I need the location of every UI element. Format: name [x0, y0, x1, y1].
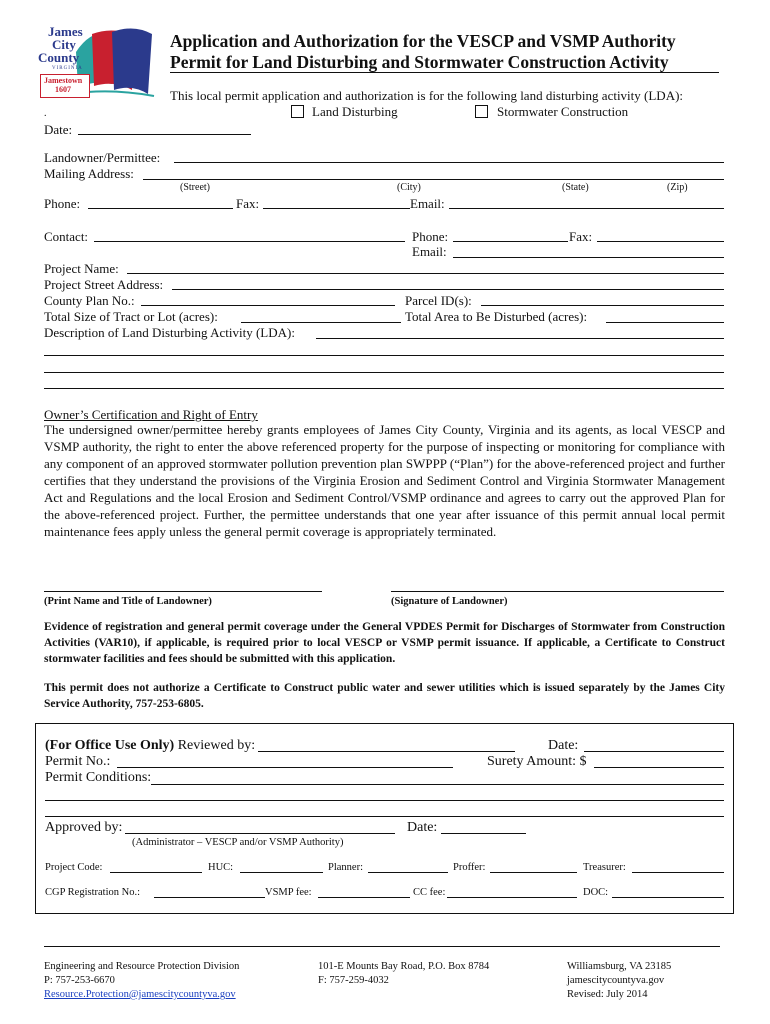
page-title-line1: Application and Authorization for the VESCP and VSMP Authority	[170, 31, 676, 51]
parcel-label: Parcel ID(s):	[405, 293, 472, 308]
parcel-field[interactable]	[481, 305, 724, 306]
county-plan-label: County Plan No.:	[44, 293, 135, 308]
total-size-label: Total Size of Tract or Lot (acres):	[44, 309, 218, 324]
email-field[interactable]	[449, 208, 724, 209]
permit-conditions-label: Permit Conditions:	[45, 770, 152, 785]
landowner-label: Landowner/Permittee:	[44, 150, 161, 165]
planner-field[interactable]	[368, 872, 448, 873]
treasurer-label: Treasurer:	[583, 862, 626, 873]
description-line-3[interactable]	[44, 372, 724, 373]
street-caption: (Street)	[180, 182, 210, 193]
fax-label: Fax:	[236, 196, 260, 211]
description-line-2[interactable]	[44, 355, 724, 356]
logo-ribbon	[40, 74, 90, 98]
office-use-heading	[45, 738, 255, 754]
surety-field[interactable]	[594, 767, 724, 768]
contact-fax-field[interactable]	[597, 241, 724, 242]
doc-field[interactable]	[612, 897, 724, 898]
project-street-label: Project Street Address:	[44, 277, 164, 292]
contact-label: Contact:	[44, 229, 89, 244]
permit-conditions-line-3[interactable]	[45, 816, 724, 817]
office-date-label: Date:	[548, 738, 579, 753]
permit-no-field[interactable]	[117, 767, 453, 768]
utilities-notice: This permit does not authorize a Certificate to Construct public water and sewer utilities which is issued separately by the James City Service Authority, 757-253-6805.	[44, 682, 725, 710]
contact-email-label: Email:	[412, 244, 447, 259]
description-line-4[interactable]	[44, 388, 724, 389]
total-area-field[interactable]	[606, 322, 724, 323]
contact-fax-label: Fax:	[569, 229, 593, 244]
phone-field[interactable]	[88, 208, 233, 209]
mailing-address-label: Mailing Address:	[44, 166, 134, 181]
approved-by-label: Approved by:	[45, 820, 123, 835]
planner-label: Planner:	[328, 862, 363, 873]
signature-line[interactable]	[391, 591, 724, 592]
contact-phone-field[interactable]	[453, 241, 568, 242]
landowner-field[interactable]	[174, 162, 724, 163]
contact-phone-label: Phone:	[412, 229, 449, 244]
reviewed-by-label: Reviewed by:	[177, 738, 256, 753]
footer-phone: P: 757-253-6670	[44, 975, 115, 986]
cc-fee-label: CC fee:	[413, 887, 446, 898]
total-area-label: Total Area to Be Disturbed (acres):	[405, 309, 588, 324]
footer-revised: Revised: July 2014	[567, 989, 648, 1000]
project-street-field[interactable]	[172, 289, 724, 290]
email-label: Email:	[410, 196, 445, 211]
logo-ribbon-year: 1607	[55, 85, 71, 94]
title-underline	[170, 72, 719, 73]
total-size-field[interactable]	[241, 322, 401, 323]
huc-label: HUC:	[208, 862, 234, 873]
office-use-title: (For Office Use Only)	[45, 738, 175, 753]
logo-ribbon-jamestown: Jamestown	[44, 76, 83, 85]
logo-text-james: James	[48, 24, 83, 39]
mailing-address-field[interactable]	[143, 179, 724, 180]
description-label: Description of Land Disturbing Activity (LDA):	[44, 325, 295, 340]
cgp-label: CGP Registration No.:	[45, 887, 140, 898]
logo-text-county: County	[38, 50, 80, 65]
date-field[interactable]	[78, 134, 251, 135]
fax-field[interactable]	[263, 208, 410, 209]
vpdes-notice: Evidence of registration and general permit coverage under the General VPDES Permit for Discharges of Stormwater from Construction Activities (VAR10), if applicable, is required prior to local VESCP or VSMP permit issuance. If applicable, a Certificate to Construct stormwater facilities and fees should be submitted with this application.	[44, 621, 725, 665]
project-name-label: Project Name:	[44, 261, 119, 276]
date-label: Date:	[44, 122, 73, 137]
approved-date-field[interactable]	[441, 833, 526, 834]
project-code-field[interactable]	[110, 872, 202, 873]
land-disturbing-label: Land Disturbing	[312, 104, 398, 119]
footer-email-link[interactable]: Resource.Protection@jamescitycountyva.gov	[44, 989, 236, 1000]
zip-caption: (Zip)	[667, 182, 688, 193]
print-name-line[interactable]	[44, 591, 322, 592]
stormwater-checkbox[interactable]	[475, 105, 488, 118]
contact-field[interactable]	[94, 241, 405, 242]
project-code-label: Project Code:	[45, 862, 103, 873]
administrator-caption: (Administrator – VESCP and/or VSMP Authority)	[132, 837, 344, 848]
doc-label: DOC:	[583, 887, 609, 898]
signature-caption: (Signature of Landowner)	[391, 596, 508, 607]
huc-field[interactable]	[240, 872, 323, 873]
footer-division: Engineering and Resource Protection Division	[44, 961, 240, 972]
stormwater-label: Stormwater Construction	[497, 104, 629, 119]
permit-conditions-line-2[interactable]	[45, 800, 724, 801]
logo-text-city: City	[52, 37, 76, 52]
treasurer-field[interactable]	[632, 872, 724, 873]
state-caption: (State)	[562, 182, 589, 193]
certification-body: The undersigned owner/permittee hereby grants employees of James City County, Virginia and its agents, as local VESCP and VSMP authority, the right to enter the above referenced property for the purpose of inspecting or monitoring for compliance with any component of an approved stormwater pollution prevention plan SWPPP (“Plan”) for the above-referenced project and further certifies that they understand the provisions of the Virginia Erosion and Sediment Control and Virginia Stormwater Management Act and Regulations and the local Erosion and Sediment Control/VSMP ordinance and agrees to carry out the approved Plan for the above-referenced project. Further, the permittee understands that one year after issuance of this permit annual local permit maintenance fees apply unless the general permit coverage is appropriately terminated.	[44, 422, 725, 539]
logo-text-virginia: VIRGINIA	[52, 66, 83, 71]
footer-website[interactable]: jamescitycountyva.gov	[567, 975, 665, 986]
surety-label: Surety Amount: $	[487, 754, 587, 769]
vsmp-fee-field[interactable]	[318, 897, 410, 898]
contact-email-field[interactable]	[453, 257, 724, 258]
county-plan-field[interactable]	[141, 305, 395, 306]
land-disturbing-checkbox[interactable]	[291, 105, 304, 118]
county-logo	[30, 22, 160, 102]
approved-by-field[interactable]	[125, 833, 395, 834]
permit-conditions-field[interactable]	[151, 784, 724, 785]
permit-no-label: Permit No.:	[45, 754, 111, 769]
reviewed-by-field[interactable]	[258, 751, 515, 752]
office-date-field[interactable]	[584, 751, 724, 752]
footer-address: 101-E Mounts Bay Road, P.O. Box 8784	[318, 961, 490, 972]
city-caption: (City)	[397, 182, 421, 193]
vsmp-fee-label: VSMP fee:	[265, 887, 312, 898]
print-name-caption: (Print Name and Title of Landowner)	[44, 596, 212, 607]
approved-date-label: Date:	[407, 820, 438, 835]
cc-fee-field[interactable]	[447, 897, 577, 898]
certification-heading: Owner’s Certification and Right of Entry	[44, 407, 258, 422]
phone-label: Phone:	[44, 196, 81, 211]
stray-mark: .	[44, 108, 47, 119]
project-name-field[interactable]	[127, 273, 724, 274]
proffer-label: Proffer:	[453, 862, 486, 873]
footer-fax: F: 757-259-4032	[318, 975, 389, 986]
description-field[interactable]	[316, 338, 724, 339]
footer-rule	[44, 946, 720, 947]
footer-city: Williamsburg, VA 23185	[567, 961, 672, 972]
page-title-line2: Permit for Land Disturbing and Stormwater Construction Activity	[170, 52, 669, 72]
intro-text: This local permit application and authorization is for the following land disturbing activity (LDA):	[170, 88, 684, 103]
cgp-field[interactable]	[154, 897, 265, 898]
proffer-field[interactable]	[490, 872, 577, 873]
